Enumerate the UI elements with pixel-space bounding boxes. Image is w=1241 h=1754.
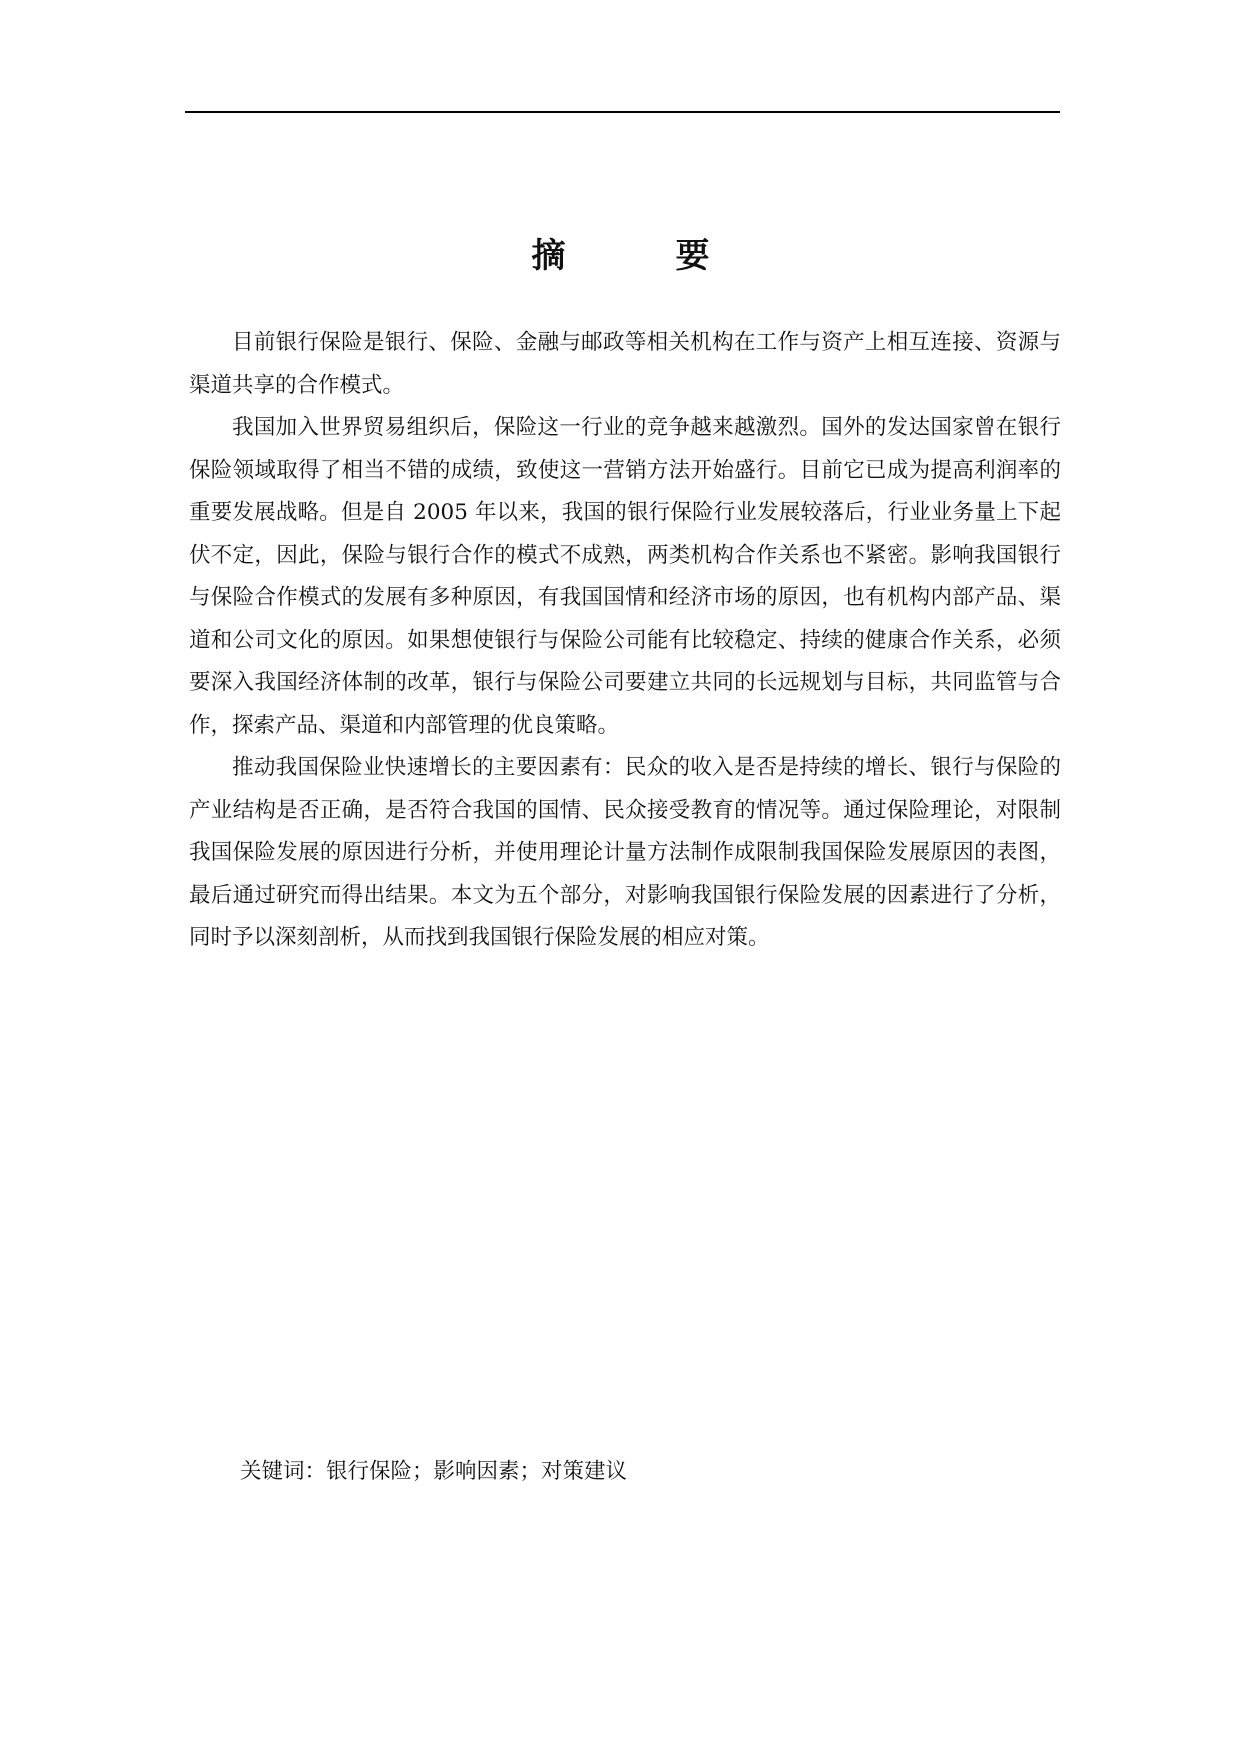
keywords-text: 银行保险；影响因素；对策建议 bbox=[326, 1459, 628, 1484]
abstract-paragraph-2: 我国加入世界贸易组织后，保险这一行业的竞争越来越激烈。国外的发达国家曾在银行保险领域取得了相当不错的成绩，致使这一营销方法开始盛行。目前它已成为提高利润率的重要发展战略。但是自 2005 年以来，我国的银行保险行业发展较落后，行业业务量上下起伏不定，因此，保险与银行合作的模式不成熟，两类机构合作关系也不紧密。影响我国银行与保险合作模式的发展有多种原因，有我国国情和经济市场的原因，也有机构内部产品、渠道和公司文化的原因。如果想使银行与保险公司能有比较稳定、持续的健康合作关系，必须要深入我国经济体制的改革，银行与保险公司要建立共同的长远规划与目标，共同监管与合作，探索产品、渠道和内部管理的优良策略。 bbox=[189, 415, 1061, 738]
abstract-paragraph-3: 推动我国保险业快速增长的主要因素有：民众的收入是否是持续的增长、银行与保险的产业结构是否正确，是否符合我国的国情、民众接受教育的情况等。通过保险理论，对限制我国保险发展的原因进行分析，并使用理论计量方法制作成限制我国保险发展原因的表图，最后通过研究而得出结果。本文为五个部分，对影响我国银行保险发展的因素进行了分析，同时予以深刻剖析，从而找到我国银行保险发展的相应对策。 bbox=[189, 755, 1061, 950]
header-rule bbox=[185, 111, 1060, 113]
keywords-line bbox=[240, 1452, 627, 1492]
keywords-label: 关键词： bbox=[240, 1459, 327, 1484]
abstract-body bbox=[189, 322, 1061, 960]
abstract-paragraph-1: 目前银行保险是银行、保险、金融与邮政等相关机构在工作与资产上相互连接、资源与渠道共享的合作模式。 bbox=[189, 330, 1061, 398]
abstract-title: 摘 要 bbox=[531, 236, 748, 276]
